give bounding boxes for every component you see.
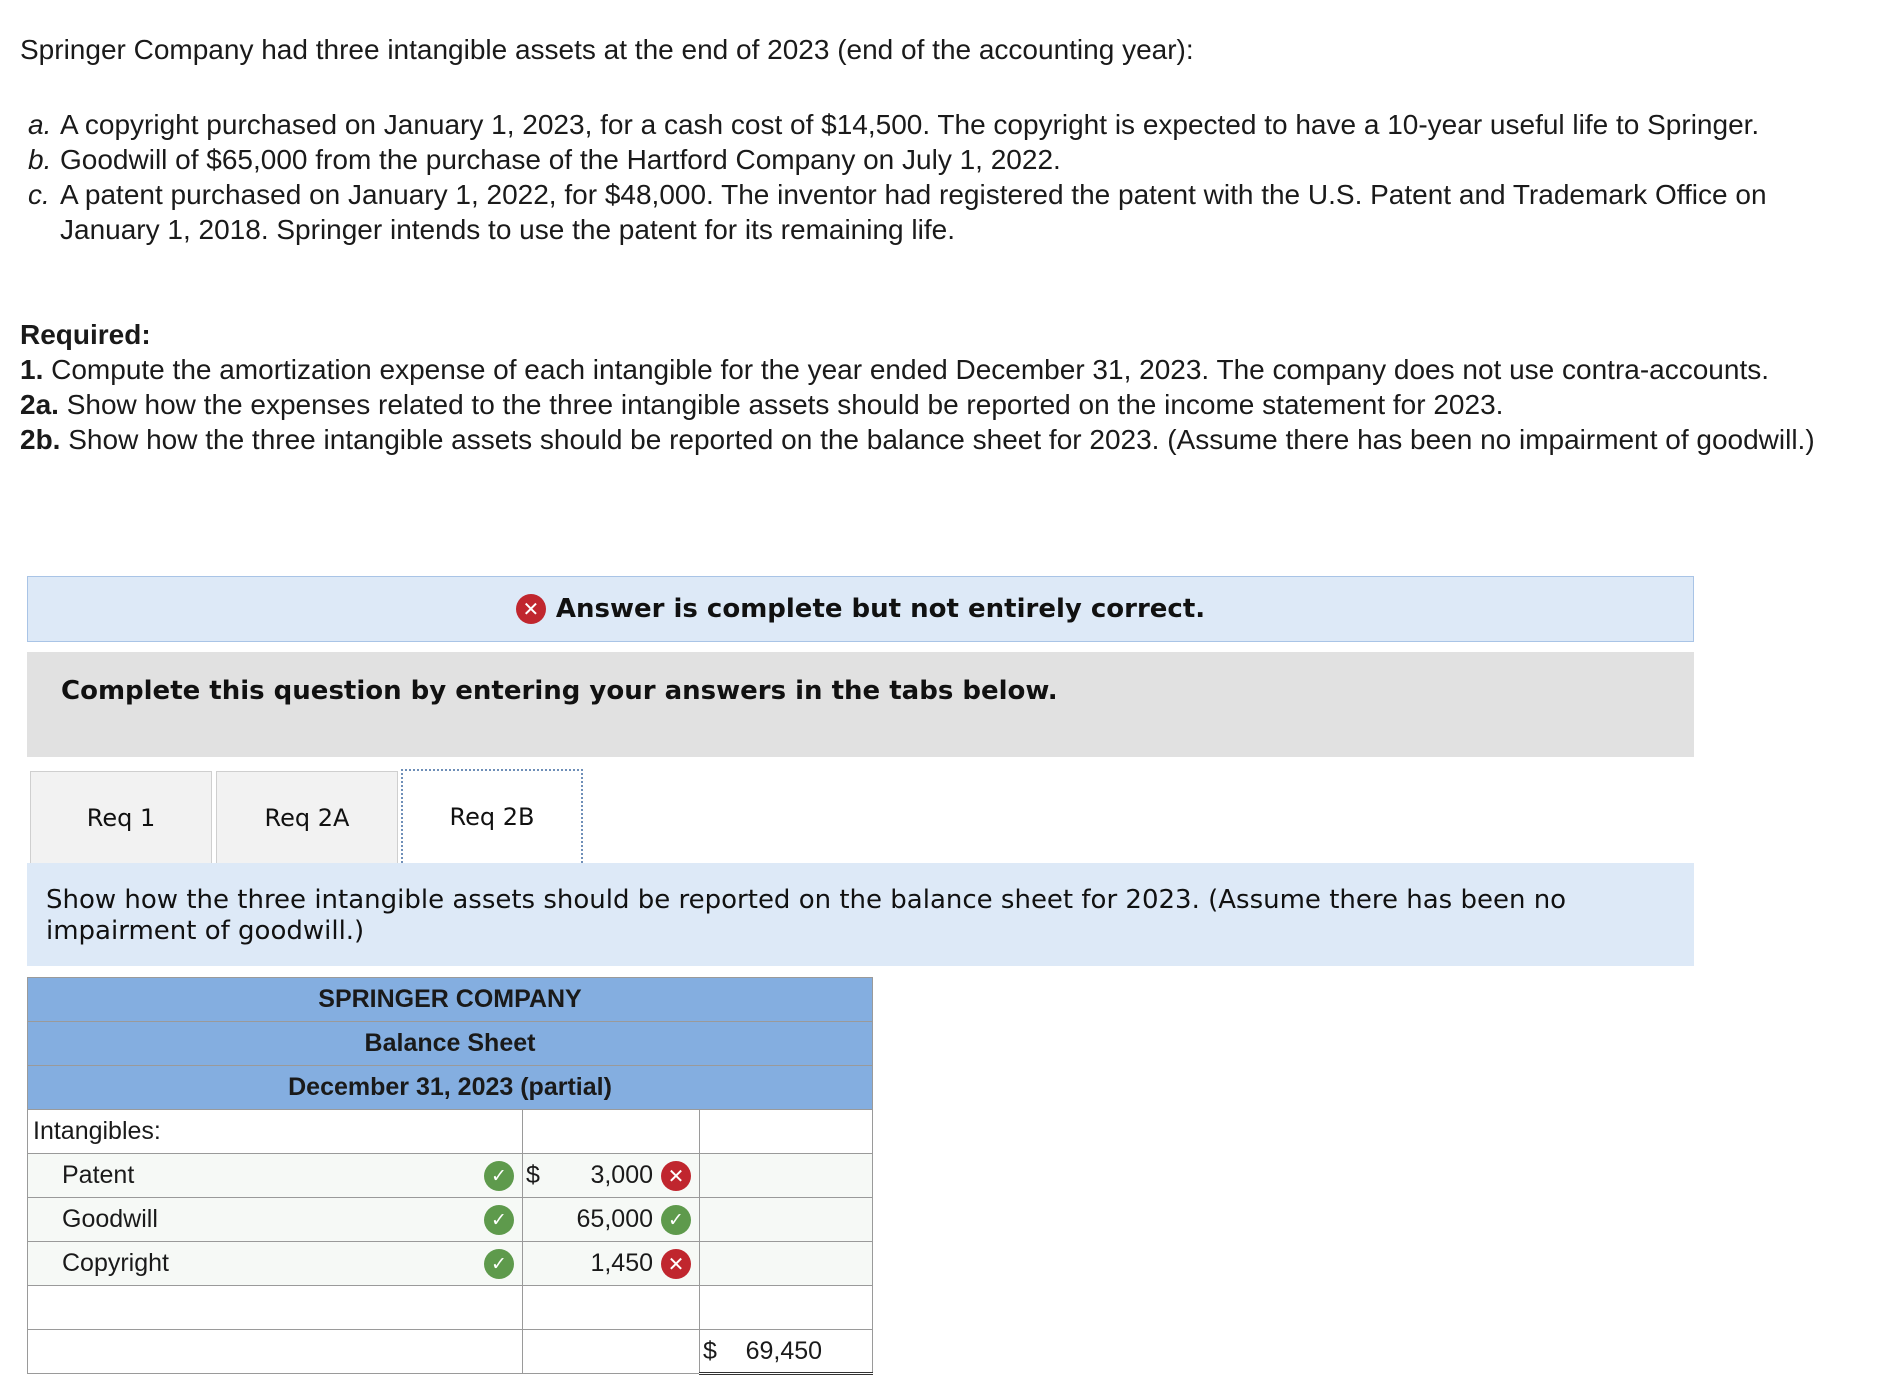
tab-req-1[interactable] [30,771,212,863]
blank-account-cell[interactable] [28,1286,523,1330]
blank-account-cell[interactable] [28,1330,523,1374]
empty-cell [700,1154,873,1198]
check-circle-icon: ✓ [484,1205,514,1235]
instruction-panel [27,652,1694,757]
header-row [28,1066,873,1110]
balance-sheet-table [27,977,873,1375]
tab-description [27,863,1694,966]
statement-name: Balance Sheet [28,1022,873,1066]
x-circle-icon: ✕ [516,594,546,624]
account-cell[interactable] [28,1198,523,1242]
item-b [28,142,1858,177]
blank-amount-cell[interactable] [523,1330,700,1374]
tab-label: Req 2A [264,803,350,832]
item-a [28,107,1858,142]
requirement-2a: 2a. Show how the expenses related to the three intangible assets should be reported on the income statement for 2023. [20,389,1504,420]
item-label: b. [28,144,52,175]
amount-cell[interactable] [523,1198,700,1242]
check-circle-icon: ✓ [484,1249,514,1279]
account-cell[interactable] [28,1154,523,1198]
item-text: Goodwill of $65,000 from the purchase of the Hartford Company on July 1, 2022. [60,144,1061,175]
amount-value: 3,000 [590,1161,653,1189]
intro-text: Springer Company had three intangible assets at the end of 2023 (end of the accounting year): [20,34,1194,65]
table-row [28,1154,873,1198]
tab-req-2b[interactable] [401,769,583,863]
check-circle-icon: ✓ [484,1161,514,1191]
amount-value: 65,000 [576,1205,653,1233]
instruction-text: Complete this question by entering your answers in the tabs below. [61,676,1058,706]
total-dollar-sign: $ [703,1336,717,1365]
header-row [28,978,873,1022]
question-intro [20,32,1194,67]
section-label: Intangibles: [28,1110,523,1154]
statement-date: December 31, 2023 (partial) [28,1066,873,1110]
item-label: a. [28,109,52,140]
amount-value: 1,450 [590,1249,653,1277]
x-circle-icon: ✕ [661,1161,691,1191]
item-c [28,177,1858,247]
requirement-2b: 2b. Show how the three intangible assets should be reported on the balance sheet for 2023. (Assume there has been no impairment of goodwill.) [20,424,1815,455]
empty-cell [700,1110,873,1154]
item-text: A patent purchased on January 1, 2022, for $48,000. The inventor had registered the patent with the U.S. Patent and Trademark Office on January 1, 2018. Springer intends to use the patent for its remaining life. [60,179,1767,245]
x-circle-icon: ✕ [661,1249,691,1279]
section-row [28,1110,873,1154]
tab-label: Req 2B [449,803,535,831]
account-label: Copyright [62,1249,169,1277]
empty-cell [700,1242,873,1286]
header-row [28,1022,873,1066]
required-section [20,317,1860,457]
question-items [28,107,1858,247]
item-label: c. [28,179,50,210]
required-title: Required: [20,319,151,350]
tab-req-2a[interactable] [216,771,398,863]
tab-description-text: Show how the three intangible assets should be reported on the balance sheet for 2023. (Assume there has been no impairment of goodwill.) [46,885,1567,946]
company-name: SPRINGER COMPANY [28,978,873,1022]
empty-cell [523,1110,700,1154]
total-cell [700,1330,873,1374]
blank-amount-cell[interactable] [523,1286,700,1330]
account-label: Goodwill [62,1205,158,1233]
dollar-sign: $ [526,1161,540,1189]
banner-text: Answer is complete but not entirely correct. [555,594,1206,624]
table-row [28,1198,873,1242]
total-value: 69,450 [745,1336,823,1365]
result-banner [27,576,1694,642]
table-row [28,1286,873,1330]
total-row [28,1330,873,1374]
account-cell[interactable] [28,1242,523,1286]
tab-label: Req 1 [86,803,156,832]
item-text: A copyright purchased on January 1, 2023, for a cash cost of $14,500. The copyright is expected to have a 10-year useful life to Springer. [60,109,1760,140]
table-row [28,1242,873,1286]
requirement-1: 1. Compute the amortization expense of each intangible for the year ended December 31, 2023. The company does not use contra-accounts. [20,354,1770,385]
empty-cell [700,1286,873,1330]
amount-cell[interactable] [523,1242,700,1286]
check-circle-icon: ✓ [661,1205,691,1235]
empty-cell [700,1198,873,1242]
account-label: Patent [62,1161,135,1189]
amount-cell[interactable] [523,1154,700,1198]
